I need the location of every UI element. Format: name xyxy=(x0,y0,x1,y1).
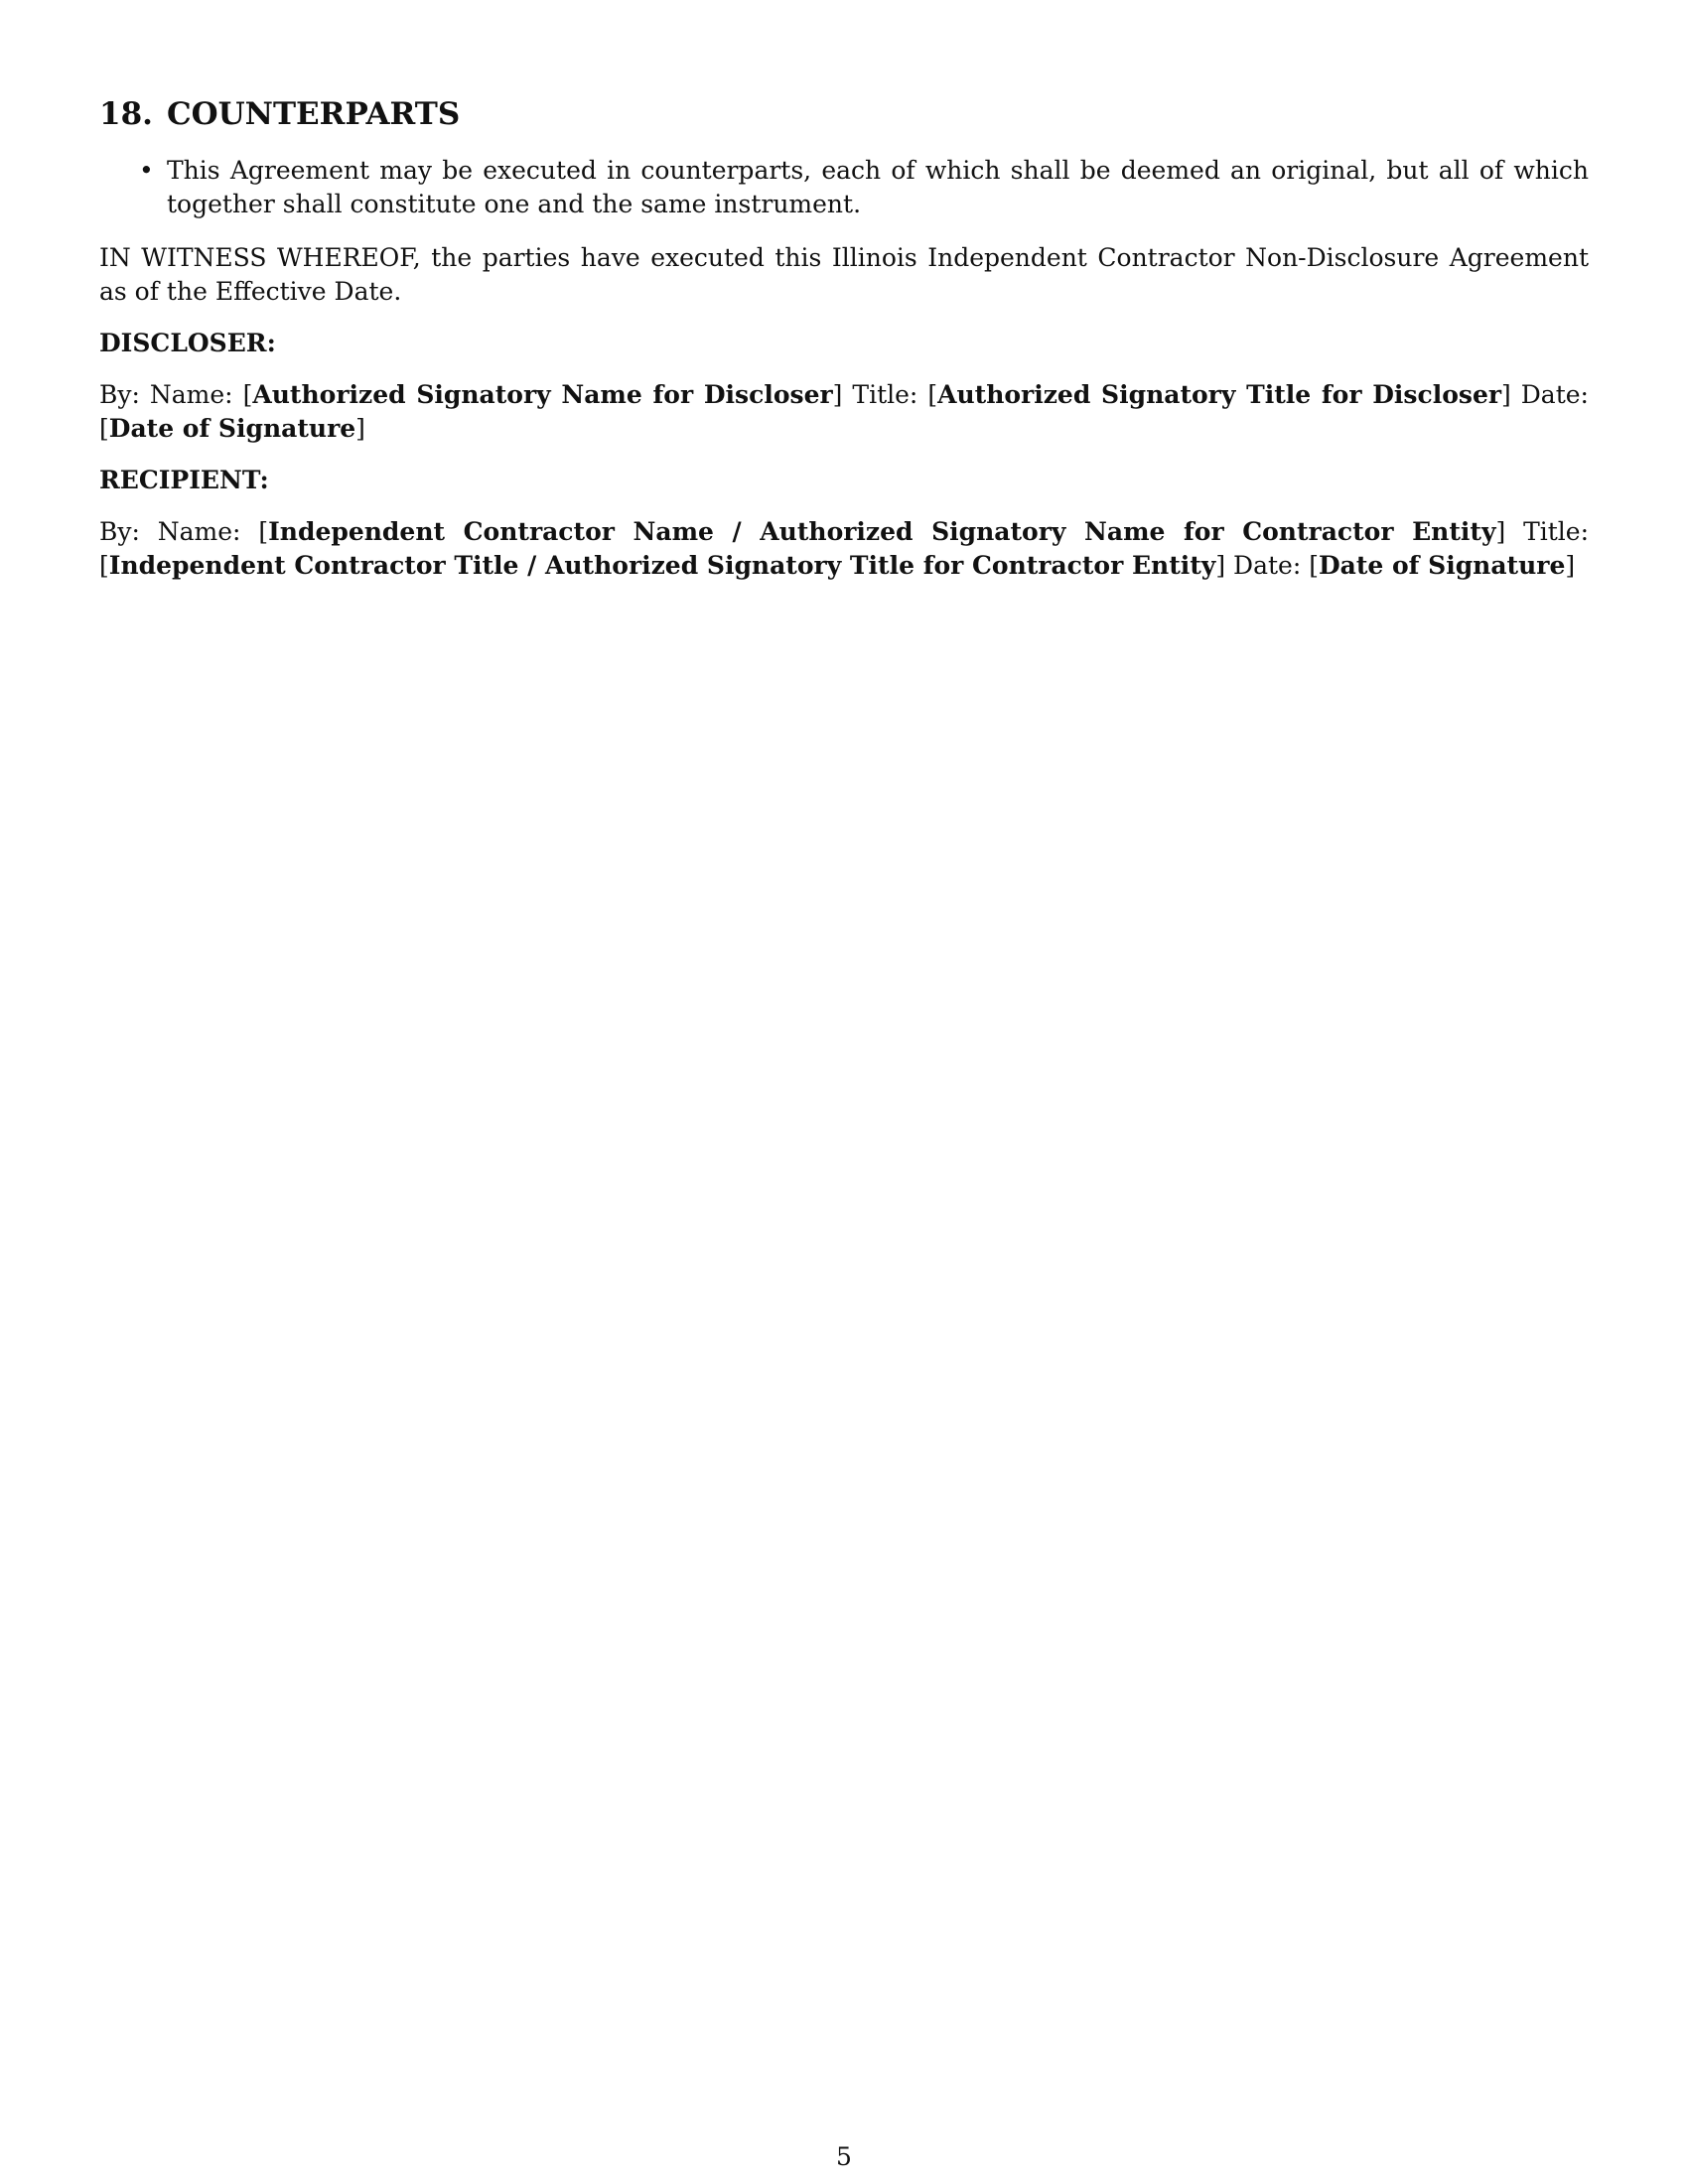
recipient-title-label: Title: xyxy=(1523,517,1590,546)
recipient-name-label: Name: xyxy=(157,517,241,546)
witness-paragraph: IN WITNESS WHEREOF, the parties have executed this Illinois Independent Contractor Non-Disclosure Agreement as of the Effective Date. xyxy=(99,243,1589,306)
recipient-title-field: Independent Contractor Title / Authorized Signatory Title for Contractor Entity xyxy=(108,551,1216,580)
section-bullet-list xyxy=(99,154,1589,221)
discloser-signature-block: By: Name: [Authorized Signatory Name for Discloser] Title: [Authorized Signatory Title for Discloser] Date: [Date of Signature] xyxy=(99,380,1589,443)
list-item xyxy=(99,154,1589,221)
recipient-date-label: Date: xyxy=(1233,551,1302,580)
discloser-by-label: By: xyxy=(99,380,140,409)
document-page xyxy=(99,94,1589,601)
recipient-name-field: Independent Contractor Name / Authorized Signatory Name for Contractor Entity xyxy=(268,517,1496,546)
section-number: 18. xyxy=(99,96,153,132)
discloser-date-label: Date: xyxy=(1520,380,1589,409)
recipient-date-field: Date of Signature xyxy=(1318,551,1566,580)
recipient-heading: RECIPIENT: xyxy=(99,466,269,494)
discloser-heading: DISCLOSER: xyxy=(99,329,276,357)
recipient-signature-block: By: Name: [Independent Contractor Name / Authorized Signatory Name for Contractor Entity] Title: [Independent Contractor Title / Authorized Signatory Title for Contractor Entity] Date: [Date of Signature] xyxy=(99,517,1590,580)
page-number: 5 xyxy=(836,2142,852,2171)
discloser-date-field: Date of Signature xyxy=(108,414,356,443)
discloser-title-label: Title: xyxy=(852,380,918,409)
recipient-by-label: By: xyxy=(99,517,140,546)
bullet-icon: • xyxy=(139,156,154,185)
discloser-title-field: Authorized Signatory Title for Discloser xyxy=(937,380,1502,409)
section-heading xyxy=(99,94,1589,134)
discloser-name-label: Name: xyxy=(149,380,233,409)
section-title: COUNTERPARTS xyxy=(166,96,461,132)
discloser-name-field: Authorized Signatory Name for Discloser xyxy=(252,380,833,409)
list-item-text: This Agreement may be executed in counterparts, each of which shall be deemed an original, but all of which together shall constitute one and the same instrument. xyxy=(167,156,1589,218)
